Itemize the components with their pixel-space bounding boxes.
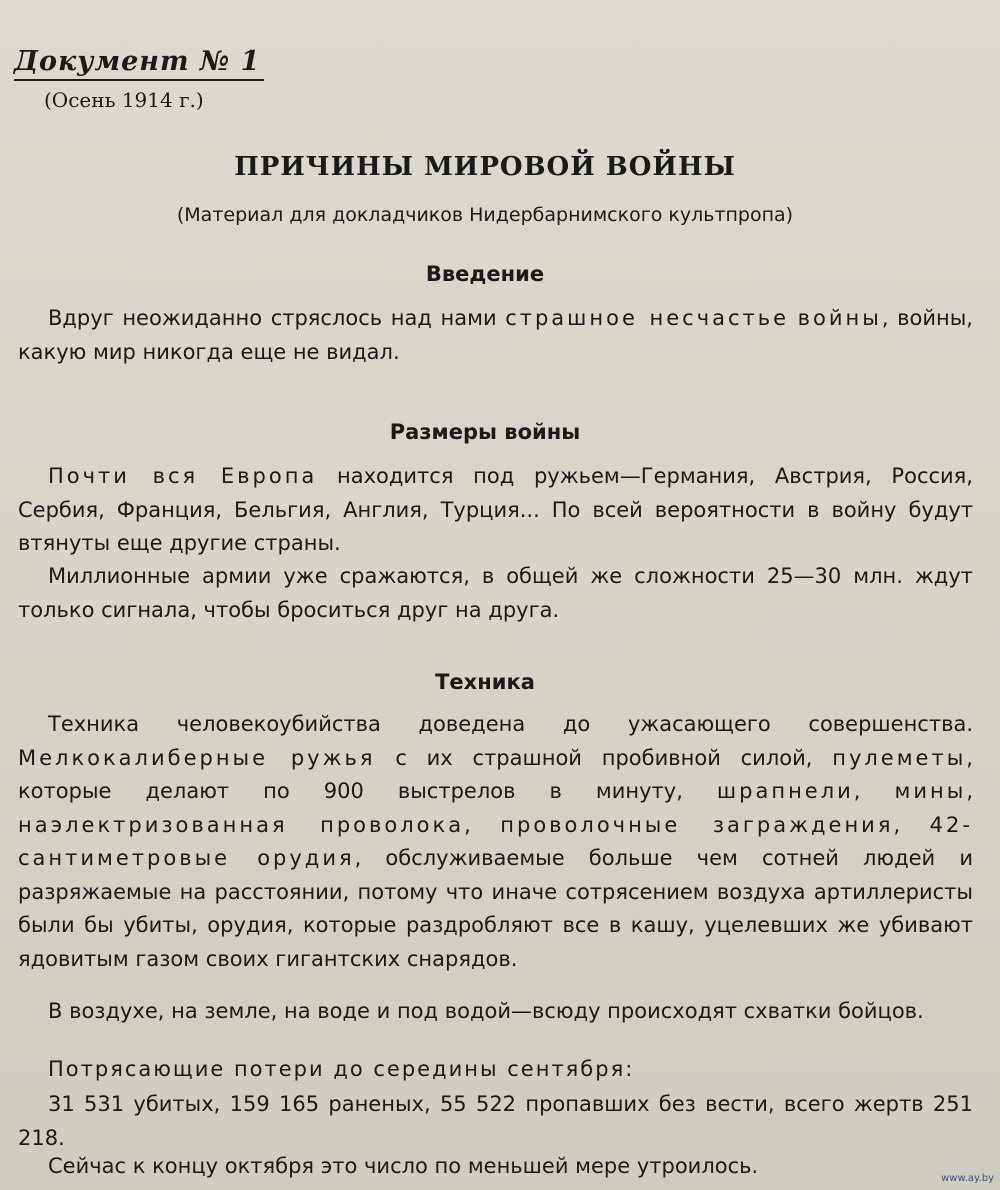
text-run: Вдруг неожиданно стряслось над нами — [48, 306, 506, 330]
heading-tech: Техника — [435, 670, 535, 694]
heading-size: Размеры войны — [389, 420, 581, 444]
document-number-label: Документ № 1 — [14, 46, 264, 81]
text-run: , — [893, 812, 930, 837]
document-date: (Осень 1914 г.) — [44, 88, 204, 112]
text-run-spaced: Мелкокалиберные ружья — [18, 745, 376, 770]
text-run: , — [853, 779, 895, 803]
text-run: с их страшной пробивной силой, — [375, 745, 833, 770]
text-run: , — [464, 812, 501, 837]
paragraph-tech-4: 31 531 убитых, 159 165 раненых, 55 522 пропавших без вести, всего жертв 251 218. — [18, 1092, 973, 1150]
paragraph-size-2: Миллионные армии уже сражаются, в общей же сложности 25—30 млн. ждут только сигнала, чтобы броситься друг на друга. — [18, 564, 973, 622]
text-run-spaced: Почти вся Европа — [48, 464, 318, 488]
page-subtitle: (Материал для докладчиков Нидербарнимского культпропа) — [176, 204, 794, 226]
text-run-spaced: наэлектризованная проволока — [18, 812, 465, 837]
text-run-spaced: шрапнели — [716, 779, 854, 803]
text-run-spaced: мины — [894, 779, 967, 803]
text-run: , — [966, 779, 973, 803]
text-run: , войны, какую мир никогда еще не видал. — [18, 306, 973, 364]
text-run-spaced: страшное несчастье — [505, 306, 790, 330]
text-run: Техника человекоубийства доведена до ужасающего совершенства. — [48, 712, 973, 736]
text-run-spaced: 42-сантиметровые орудия — [18, 812, 973, 870]
paragraph-tech-2: В воздухе, на земле, на воде и под водой—всюду происходят схватки бойцов. — [48, 999, 924, 1023]
paragraph-intro — [18, 302, 973, 369]
text-run-spaced: войны — [797, 306, 882, 330]
text-run-spaced: проволочные заграждения — [500, 812, 894, 837]
page-title: ПРИЧИНЫ МИРОВОЙ ВОЙНЫ — [234, 152, 736, 182]
paragraph-tech-5: Сейчас к концу октября это число по меньшей мере утроилось. — [48, 1154, 759, 1178]
paragraph-tech-1 — [18, 708, 973, 976]
paragraph-size-1 — [18, 460, 973, 561]
heading-intro: Введение — [425, 262, 545, 286]
text-run — [789, 306, 798, 330]
text-run: , которые делают по 900 выстрелов в минуту, — [18, 745, 973, 803]
text-run: , обслуживаемые больше чем сотней людей и разряжаемые на расстоянии, потому что иначе сотрясением воздуха артиллеристы были бы убиты, орудия, которые раздробляют все в кашу, уцелевших же убивают ядовитым газом своих гигантских снарядов. — [18, 846, 973, 971]
watermark: www.ay.by — [941, 1173, 994, 1184]
paragraph-tech-3: Потрясающие потери до середины сентября: — [48, 1057, 635, 1081]
text-run-spaced: пулеметы — [832, 745, 967, 770]
text-run: находится под ружьем—Германия, Австрия, Россия, Сербия, Франция, Бельгия, Англия, Турция... По всей вероятности в войну будут втянуты еще другие страны. — [18, 464, 973, 555]
